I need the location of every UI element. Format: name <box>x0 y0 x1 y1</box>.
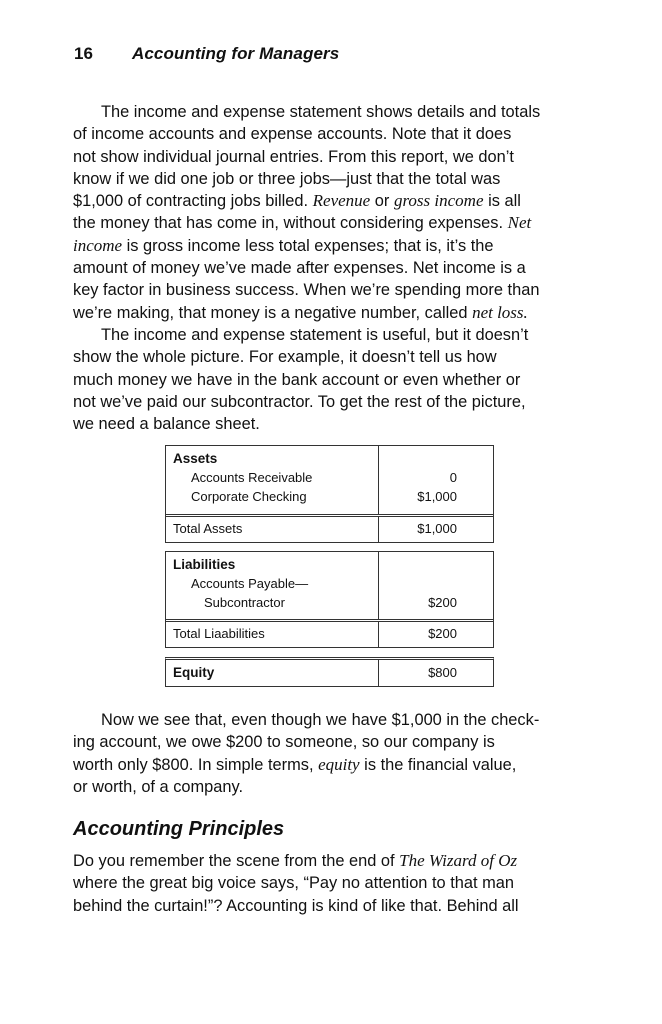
term-net-income: Net <box>507 213 532 233</box>
page-number: 16 <box>74 44 94 63</box>
book-title: Accounting for Managers <box>132 44 340 63</box>
book-reference: The Wizard of Oz <box>399 851 518 870</box>
total-assets-label: Total Assets <box>166 517 379 542</box>
paragraph-equity: Now we see that, even though we have $1,000 in the check- ing account, we owe $200 to someone, so our company is worth only $800. In simple terms, equity is the financial value, or worth, of a company. <box>73 711 540 796</box>
total-liabilities-label: Total Liaabilities <box>166 622 379 647</box>
term-gross-income: gross income <box>393 191 484 211</box>
term-revenue: Revenue <box>312 191 371 211</box>
paragraph-balance-sheet-intro: The income and expense statement is useful, but it doesn’t show the whole picture. For example, it doesn’t tell us how much money we have in the bank account or even whether or not we’ve paid our subcontractor. To get the rest of the picture, we need a balance sheet. <box>73 326 529 434</box>
equity-label: Equity <box>166 660 379 686</box>
paragraph-income-statement: The income and expense statement shows details and totals of income accounts and expense accounts. Note that it does not show individual journal entries. From this report, we don’t know if we did one job or three jobs—just that the total was $1,000 of contracting jobs billed. Revenue or gross income is all the money that has come in, without considering expenses. Net income is gross income less total expenses; that is, it’s the amount of money we’ve made after expenses. Net income is a key factor in business success. When we’re spending more than we’re making, that money is a negative number, called net loss. <box>73 103 541 322</box>
section-heading: Accounting Principles <box>73 818 285 840</box>
paragraph-principles: Do you remember the scene from the end of The Wizard of Oz where the great big voice says, “Pay no attention to that man behind the curtain!”? Accounting is kind of like that. Behind all <box>73 851 519 915</box>
corporate-checking-value: $1,000 <box>417 489 457 504</box>
total-liabilities-value: $200 <box>428 626 457 641</box>
liabilities-heading: Liabilities <box>166 552 379 574</box>
corporate-checking-label: Corporate Checking <box>166 488 379 514</box>
running-header <box>74 44 339 64</box>
assets-table <box>165 445 494 543</box>
term-equity: equity <box>318 754 360 774</box>
total-assets-value: $1,000 <box>417 521 457 536</box>
liabilities-table <box>165 551 494 648</box>
accounts-receivable-value: 0 <box>449 470 457 485</box>
term-net-loss: net loss. <box>472 302 528 322</box>
accounts-payable-label: Accounts Payable— <box>166 574 379 593</box>
equity-value: $800 <box>428 665 457 680</box>
subcontractor-label: Subcontractor <box>166 593 379 619</box>
accounts-receivable-label: Accounts Receivable <box>166 468 379 488</box>
equity-table <box>165 657 494 687</box>
assets-heading: Assets <box>166 446 379 468</box>
accounts-payable-value: $200 <box>428 595 457 610</box>
